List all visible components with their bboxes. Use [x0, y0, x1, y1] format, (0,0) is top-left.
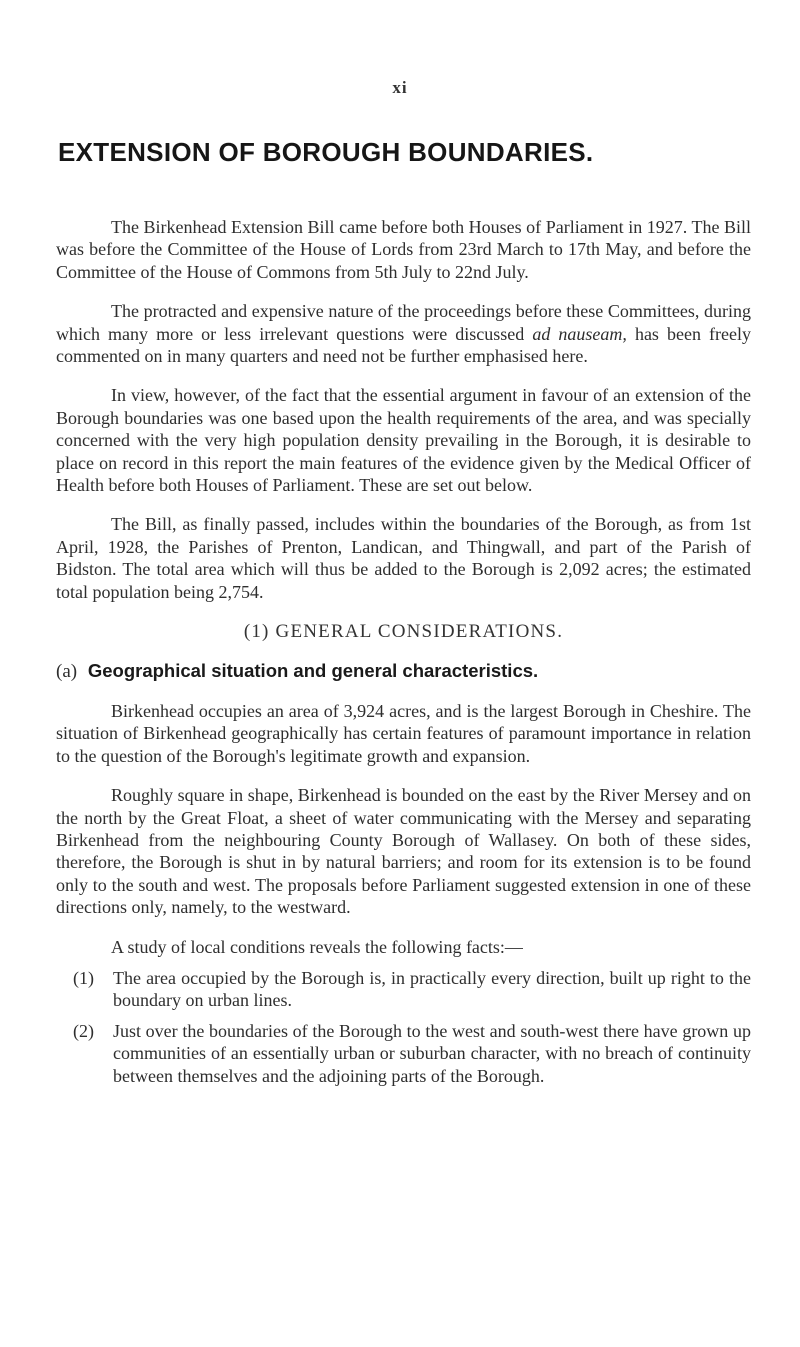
- intro-paragraph-2-start: The protracted and expensive nature of the proceedings before these Committees, during which many more or less irrelevant questions were discussed: [56, 301, 751, 344]
- page-number: xi: [392, 78, 408, 97]
- intro-paragraph-1: The Birkenhead Extension Bill came before both Houses of Parliament in 1927. The Bill was before the Committee of the House of Lords from 23rd March to 17th May, and before the Committee of the House of Commons from 5th July to 22nd July.: [56, 217, 751, 282]
- page-title: EXTENSION OF BOROUGH BOUNDARIES.: [58, 137, 594, 167]
- list-item-number: (1): [73, 967, 94, 988]
- list-item-text: The area occupied by the Borough is, in practically every direction, built up right to the boundary on urban lines.: [113, 967, 751, 1011]
- latin-phrase: ad nauseam,: [532, 323, 627, 344]
- subsection-marker: (a): [56, 660, 78, 682]
- intro-paragraph-2-end: has been freely commented on in many quarters and need not be further emphasised here.: [56, 323, 751, 367]
- subsection-title: Geographical situation and general characteristics.: [87, 659, 539, 681]
- intro-paragraph-3: In view, however, of the fact that the essential argument in favour of an extension of the Borough boundaries was one based upon the health requirements of the area, and was specially concerned with the very high population density prevailing in the Borough, it is desirable to place on record in this report the main features of the evidence given by the Medical Officer of Health before both Houses of Parliament. These are set out below.: [56, 385, 751, 496]
- document-body: [56, 216, 751, 1095]
- section-paragraph-3: A study of local conditions reveals the following facts:—: [111, 936, 523, 957]
- list-item: [56, 967, 751, 1012]
- intro-paragraph-2: [56, 300, 751, 367]
- list-item-number: (2): [73, 1020, 94, 1041]
- facts-list: [56, 967, 751, 1087]
- intro-paragraph-4: The Bill, as finally passed, includes within the boundaries of the Borough, as from 1st April, 1928, the Parishes of Prenton, Landican, and Thingwall, and part of the Parish of Bidston. The total area which will thus be added to the Borough is 2,092 acres; the estimated total population being 2,754.: [56, 514, 751, 602]
- list-item: [56, 1020, 751, 1087]
- list-item-text: Just over the boundaries of the Borough to the west and south-west there have grown up communities of an essentially urban or suburban character, with no breach of continuity between themselves and the adjoining parts of the Borough.: [113, 1020, 751, 1086]
- section-paragraph-2: Roughly square in shape, Birkenhead is bounded on the east by the River Mersey and on the north by the Great Float, a sheet of water communicating with the Mersey and separating Birkenhead from the neighbouring County Borough of Wallasey. On both of these sides, therefore, the Borough is shut in by natural barriers; and room for its extension is to be found only to the south and west. The proposals before Parliament suggested extension in one of these directions only, namely, to the westward.: [56, 785, 751, 918]
- subsection-heading-geographical: [56, 660, 751, 683]
- section-heading-general-considerations: (1) GENERAL CONSIDERATIONS.: [243, 621, 564, 643]
- section-paragraph-1: Birkenhead occupies an area of 3,924 acres, and is the largest Borough in Cheshire. The situation of Birkenhead geographically has certain features of paramount importance in relation to the question of the Borough's legitimate growth and expansion.: [56, 700, 751, 766]
